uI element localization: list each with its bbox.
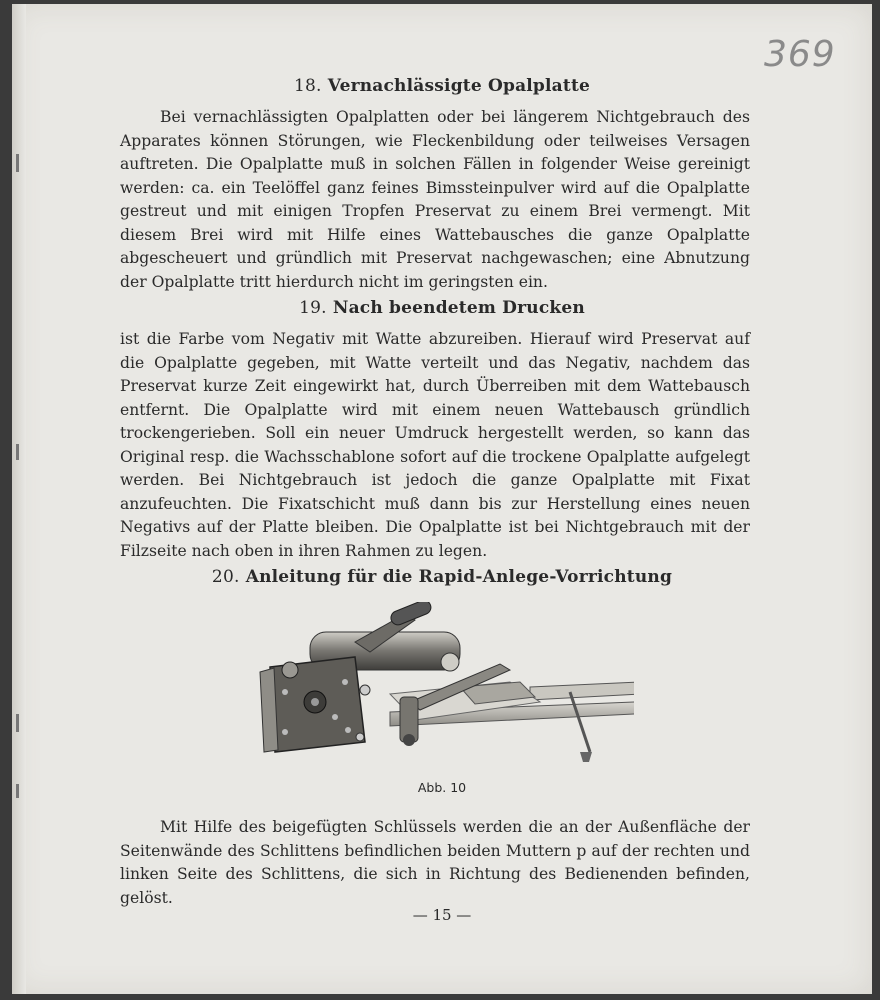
binding-mark xyxy=(16,714,19,732)
section-title: Vernachlässigte Opalplatte xyxy=(327,76,591,96)
section-number: 19. xyxy=(299,298,327,318)
section-number: 20. xyxy=(211,567,240,587)
binding-mark xyxy=(16,154,19,172)
section-body-20: Mit Hilfe des beigefügten Schlüssels werden die an der Außenfläche der Seitenwände des Schlittens befindlichen beiden Muttern p auf der rechten und linken Seite des Schlittens, die sich in Richtung des Bedienenden befinden, gelöst. xyxy=(120,818,750,907)
binding-gutter xyxy=(12,4,26,994)
pencil-annotation: 369 xyxy=(764,34,836,75)
document-page xyxy=(12,4,872,994)
section-number: 18. xyxy=(293,76,322,96)
figure-caption: Abb. 10 xyxy=(417,780,467,795)
section-heading-19 xyxy=(12,298,872,318)
page-number: — 15 — xyxy=(412,906,472,924)
section-body-18: Bei vernachlässigten Opalplatten oder bei längerem Nichtgebrauch des Apparates können Störungen, wie Fleckenbildung oder teilweises Versagen auftreten. Die Opalplatte muß in solchen Fällen in folgender Weise gereinigt werden: ca. ein Teelöffel ganz feines Bimssteinpulver wird auf die Opalplatte gestreut und mit einigen Tropfen Preservat zu einem Brei vermengt. Mit diesem Brei wird mit Hilfe eines Wattebausches die ganze Opalplatte abgescheuert und gründlich mit Preservat nachgewaschen; eine Abnutzung der Opalplatte tritt hierdurch nicht im geringsten ein. xyxy=(120,108,750,291)
section-title: Nach beendetem Drucken xyxy=(332,298,585,318)
section-body-19: ist die Farbe vom Negativ mit Watte abzureiben. Hierauf wird Preservat auf die Opalplatte gegeben, mit Watte verteilt und das Negativ, nachdem das Preservat kurze Zeit eingewirkt hat, durch Überreiben mit dem Wattebausch entfernt. Die Opalplatte wird mit einem neuen Wattebausch gründlich trockengerieben. Soll ein neuer Umdruck hergestellt werden, so kann das Original resp. die Wachsschablone sofort auf die trockene Opalplatte aufgelegt werden. Bei Nichtgebrauch ist jedoch die ganze Opalplatte mit Fixat anzufeuchten. Die Fixatschicht muß dann bis zur Herstellung eines neuen Negativs auf der Platte bleiben. Die Opalplatte ist bei Nichtgebrauch mit der Filzseite nach oben in ihren Rahmen zu legen. xyxy=(120,330,750,560)
section-title: Anleitung für die Rapid-Anlege-Vorrichtung xyxy=(245,567,673,587)
section-heading-18 xyxy=(12,76,872,96)
section-heading-20 xyxy=(12,567,872,587)
binding-mark xyxy=(16,444,19,460)
apparatus-illustration xyxy=(240,602,634,762)
